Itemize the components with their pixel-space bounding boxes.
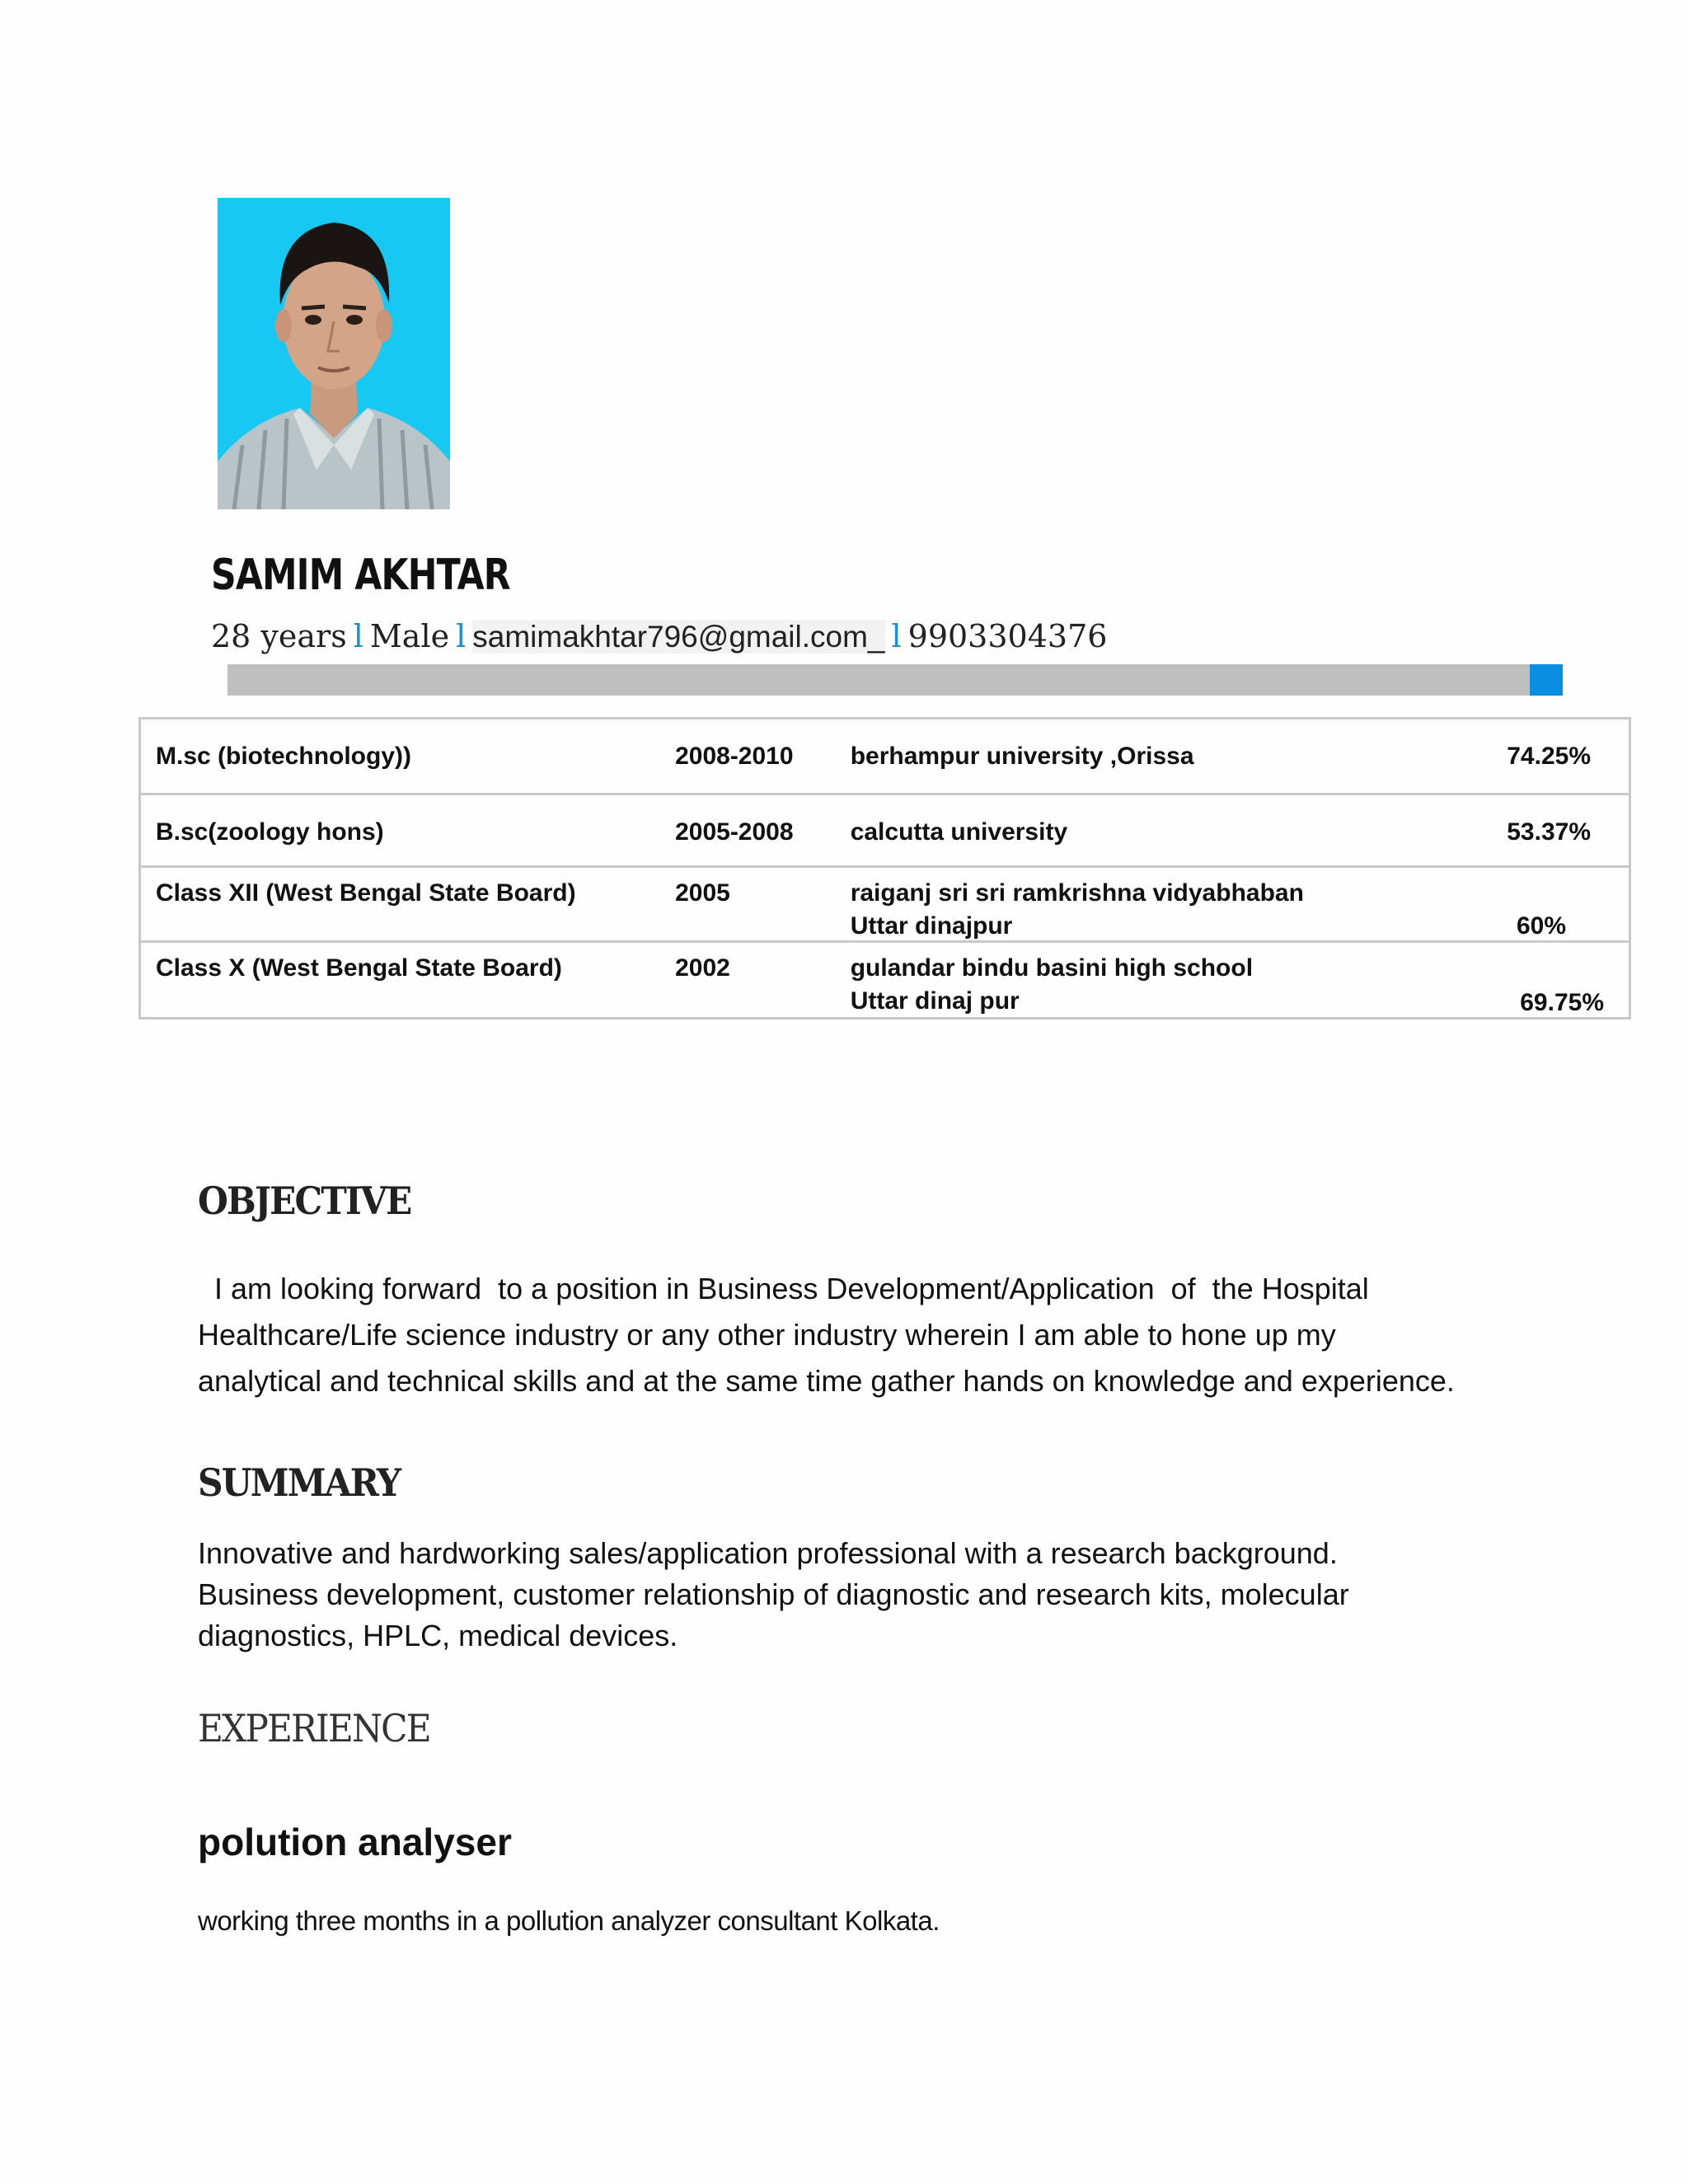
contact-line [211, 618, 1107, 654]
objective-line: analytical and technical skills and at the same time gather hands on knowledge and experience. [198, 1364, 1455, 1398]
summary-line: Innovative and hardworking sales/application professional with a research background. [198, 1536, 1338, 1570]
education-table [138, 717, 1631, 1019]
summary-line: Business development, customer relationship of diagnostic and research kits, molecular [198, 1577, 1349, 1611]
phone-text: 9903304376 [907, 618, 1108, 654]
summary-text [198, 1533, 1599, 1657]
score-cell: 69.75% [1520, 989, 1604, 1016]
separator: l [456, 618, 467, 654]
years-cell: 2002 [675, 954, 730, 982]
experience-heading: EXPERIENCE [198, 1706, 430, 1750]
table-row [140, 794, 1630, 867]
job-title: polution analyser [198, 1821, 512, 1863]
candidate-name: SAMIM AKHTAR [211, 551, 510, 600]
job-description: working three months in a pollution analyzer consultant Kolkata. [198, 1905, 940, 1936]
degree-cell: Class XII (West Bengal State Board) [156, 879, 576, 907]
years-cell: 2005 [675, 879, 730, 907]
years-cell: 2005-2008 [675, 818, 794, 846]
institution-cell: gulandar bindu basini high school [850, 954, 1254, 982]
email-link[interactable]: samimakhtar796@gmail.com_ [472, 620, 885, 654]
institution-cell: calcutta university [850, 818, 1068, 846]
table-row [140, 942, 1630, 1019]
summary-line: diagnostics, HPLC, medical devices. [198, 1619, 678, 1652]
age-text: 28 years [211, 618, 347, 654]
separator: l [353, 618, 363, 654]
objective-line: Healthcare/Life science industry or any other industry wherein I am able to hone up my [198, 1318, 1336, 1352]
score-cell: 53.37% [1507, 818, 1591, 846]
gender-text: Male [369, 618, 450, 654]
objective-text [198, 1266, 1599, 1404]
institution-cell: raiganj sri sri ramkrishna vidyabhaban [850, 879, 1304, 907]
separator: l [891, 618, 902, 654]
score-cell: 74.25% [1507, 743, 1591, 770]
degree-cell: Class X (West Bengal State Board) [156, 954, 562, 982]
degree-cell: M.sc (biotechnology)) [156, 743, 411, 770]
institution-cell: berhampur university ,Orissa [850, 743, 1194, 770]
objective-heading: OBJECTIVE [198, 1179, 411, 1223]
person-portrait-icon [218, 198, 450, 509]
table-row [140, 867, 1630, 942]
profile-photo [218, 198, 450, 509]
table-row [140, 719, 1630, 794]
objective-line: I am looking forward to a position in Business Development/Application of the Hospital [198, 1272, 1369, 1305]
summary-heading: SUMMARY [198, 1460, 401, 1505]
header-accent-block [1530, 664, 1563, 696]
years-cell: 2008-2010 [675, 743, 794, 770]
institution-location: Uttar dinaj pur [850, 987, 1020, 1015]
score-cell: 60% [1516, 912, 1566, 940]
header-divider-bar [227, 664, 1563, 696]
institution-location: Uttar dinajpur [850, 912, 1013, 940]
degree-cell: B.sc(zoology hons) [156, 818, 384, 846]
